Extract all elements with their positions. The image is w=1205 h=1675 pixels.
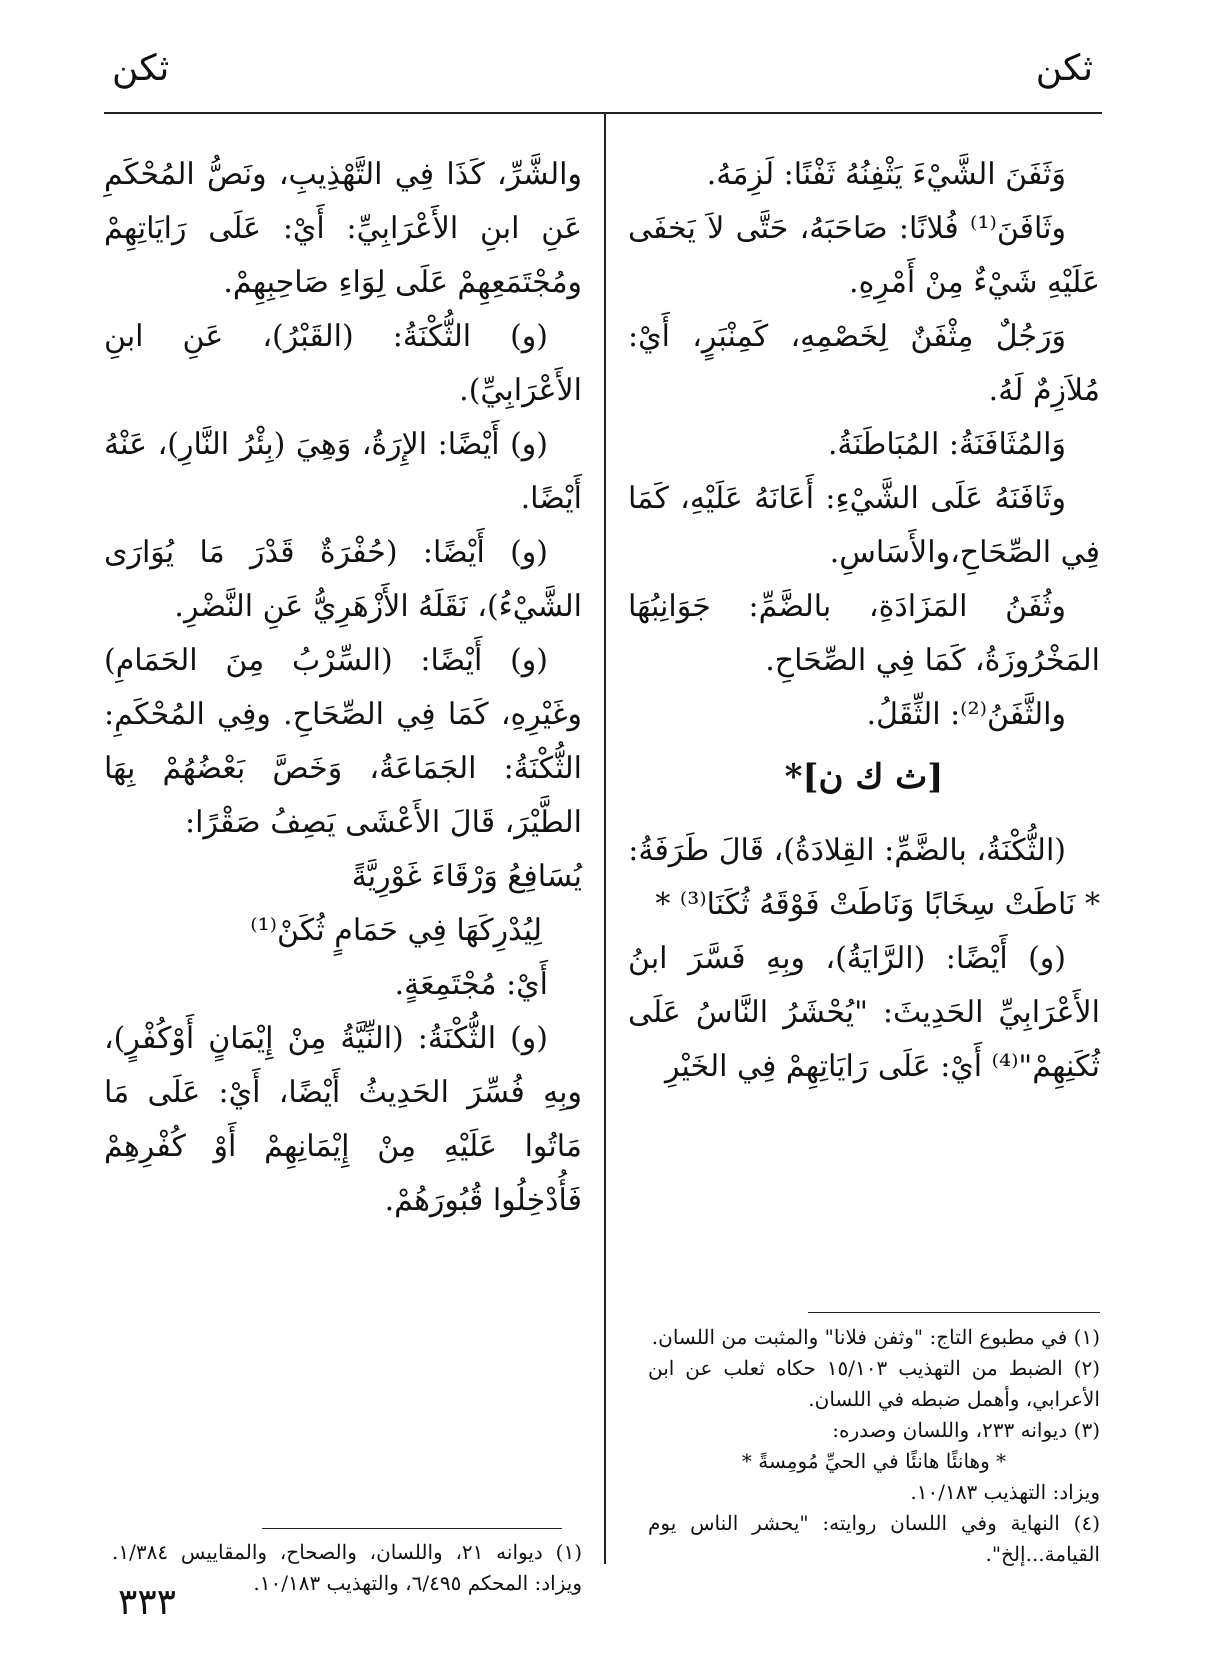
paragraph: (و) أَيْضًا: (حُفْرَةٌ قَدْرَ مَا يُوَارَى الشَّيْءُ)، نَقَلَهُ الأَزْهَرِيُّ عَنِ النَّضْرِ.	[104, 535, 582, 624]
column-divider	[604, 114, 606, 1564]
right-column	[628, 148, 1100, 1094]
verse-line: لِيُدْرِكَهَا فِي حَمَامٍ ثُكَنْ⁽¹⁾	[250, 913, 542, 948]
page-number: ٣٣٣	[118, 1582, 177, 1623]
paragraph: وثُفَنُ المَزَادَةِ، بالضَّمِّ: جَوَانِبُهَا المَخْرُوزَةُ، كَمَا فِي الصِّحَاحِ.	[628, 589, 1100, 678]
verse-line: يُسَافِعُ وَرْقَاءَ غَوْرِيَّةً	[351, 859, 582, 894]
header-rule	[104, 112, 1102, 114]
paragraph: (الثُّكْنَةُ، بالضَّمِّ: القِلادَةُ)، قَالَ طَرَفَةُ:	[628, 833, 1066, 868]
verse-line: * نَاطَتْ سِخَابًا وَنَاطَتْ فَوْقَهُ ثُكَنَا⁽³⁾ *	[655, 887, 1100, 922]
paragraph: وثَافَنَ⁽¹⁾ فُلانًا: صَاحَبَهُ، حَتَّى لاَ يَخفَى عَلَيْهِ شَيْءٌ مِنْ أَمْرِهِ.	[628, 211, 1100, 300]
footnote: (١) ديوانه ٢١، واللسان، والصحاح، والمقاييس ١/٣٨٤. ويزاد: المحكم ٦/٤٩٥، والتهذيب ١٠/١٨٣.	[112, 1540, 582, 1595]
paragraph: (و) أَيْضًا: (السِّرْبُ مِنَ الحَمَامِ) وغَيْرِهِ، كَمَا فِي الصِّحَاحِ. وفِي المُحْكَمِ: الثُّكْنَةُ: الجَمَاعَةُ، وَخَصَّ بَعْضُهُمْ بِهَا الطَّيْرَ، قَالَ الأَعْشَى يَصِفُ صَقْرًا:	[104, 643, 582, 840]
running-header-left: ثكن	[112, 48, 170, 89]
paragraph: (و) الثُّكْنَةُ: (النِّيَّةُ مِنْ إِيْمَانٍ أَوْكُفْرٍ)، وبِهِ فُسِّرَ الحَدِيثُ أَيْضًا، أَيْ: عَلَى مَا مَاتُوا عَلَيْهِ مِنْ إِيْمَانِهِمْ أَوْ كُفْرِهِمْ فَأُدْخِلُوا قُبُورَهُمْ.	[104, 1021, 582, 1218]
paragraph: (و) الثُّكْنَةُ: (القَبْرُ)، عَنِ ابنِ الأَعْرَابِيِّ).	[104, 319, 582, 408]
paragraph: وَثَفَنَ الشَّيْءَ يَثْفِنُهُ ثَفْنًا: لَزِمَهُ.	[706, 157, 1066, 192]
paragraph: والشَّرِّ، كَذَا فِي التَّهْذِيبِ، ونَصُّ المُحْكَمِ عَنِ ابنِ الأَعْرَابِيِّ: أَيْ: عَلَى رَايَاتِهِمْ ومُجْتَمَعِهِمْ عَلَى لِوَاءِ صَاحِبِهِمْ.	[104, 157, 582, 300]
paragraph: أَيْ: مُجْتَمِعَةٍ.	[394, 967, 548, 1002]
paragraph: وَرَجُلٌ مِثْفَنٌ لِخَصْمِهِ، كَمِنْبَرٍ، أَيْ: مُلاَزِمٌ لَهُ.	[628, 319, 1100, 408]
footnote: (١) في مطبوع التاج: "وثفن فلانا" والمثبت من اللسان.	[651, 1325, 1100, 1349]
entry-heading: [ث ك ن]*	[784, 757, 944, 797]
paragraph: وَالمُثَافَنَةُ: المُبَاطَنَةُ.	[827, 427, 1066, 462]
footnote: (٣) ديوانه ٢٣٣، واللسان وصدره:	[832, 1418, 1100, 1442]
paragraph: وثَافَنَهُ عَلَى الشَّيْءِ: أَعَانَهُ عَلَيْهِ، كَمَا فِي الصِّحَاحِ،والأَسَاسِ.	[628, 481, 1100, 570]
footnote: (٢) الضبط من التهذيب ١٥/١٠٣ حكاه ثعلب عن ابن الأعرابي، وأهمل ضبطه في اللسان.	[648, 1356, 1101, 1411]
footnote-rule	[808, 1312, 1100, 1313]
footnotes-right	[648, 1322, 1100, 1570]
paragraph: والثَّفَنُ⁽²⁾: الثِّقَلُ.	[866, 697, 1066, 732]
footnote-verse: * وهانئًا هانئًا في الحيِّ مُومِسةً *	[741, 1449, 1007, 1473]
footnotes-left	[112, 1537, 582, 1599]
footnote: (٤) النهاية وفي اللسان روايته: "يحشر الناس يوم القيامة...إلخ".	[648, 1511, 1100, 1566]
running-header-right: ثكن	[1035, 48, 1093, 89]
paragraph: (و) أَيْضًا: (الرَّايَةُ)، وبِهِ فَسَّرَ ابنُ الأَعْرَابِيِّ الحَدِيثَ: "يُحْشَرُ النَّاسُ عَلَى ثُكَنِهِمْ"⁽⁴⁾ أَيْ: عَلَى رَايَاتِهِمْ فِي الخَيْرِ	[628, 941, 1100, 1084]
left-column	[104, 148, 582, 1228]
footnote: ويزاد: التهذيب ١٠/١٨٣.	[910, 1480, 1100, 1504]
paragraph: (و) أَيْضًا: الإِرَةُ، وَهِيَ (بِئْرُ النَّارِ)، عَنْهُ أَيْضًا.	[104, 427, 582, 516]
footnote-rule	[262, 1528, 562, 1529]
